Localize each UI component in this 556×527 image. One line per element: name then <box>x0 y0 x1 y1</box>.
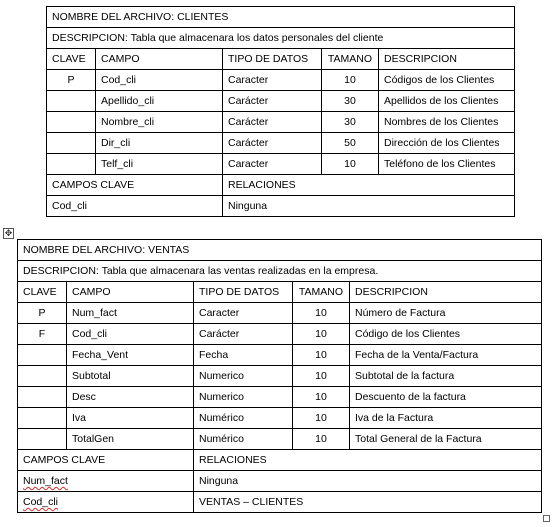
descripcion-cell: Teléfono de los Clientes <box>379 154 515 175</box>
tipo-cell: Carácter <box>223 91 322 112</box>
clave-cell <box>18 429 67 450</box>
clave-cell <box>47 154 96 175</box>
campo-cell: Fecha_Vent <box>67 345 194 366</box>
header-clave: CLAVE <box>47 49 96 70</box>
header-row <box>18 282 542 303</box>
header-descripcion: DESCRIPCION <box>350 282 542 303</box>
tipo-cell: Numérico <box>194 408 293 429</box>
campo-clave-cell <box>18 492 194 513</box>
clave-cell <box>47 91 96 112</box>
descripcion-cell: Código de los Clientes <box>350 324 542 345</box>
campo-clave-text: Num_fact <box>23 475 68 487</box>
tipo-cell: Caracter <box>223 70 322 91</box>
key-row <box>18 471 542 492</box>
campo-cell: Desc <box>67 387 194 408</box>
campo-cell: TotalGen <box>67 429 194 450</box>
tipo-cell: Caracter <box>223 154 322 175</box>
table-row <box>18 387 542 408</box>
table-row <box>18 366 542 387</box>
tamano-cell: 10 <box>293 303 350 324</box>
table-move-handle-icon[interactable]: ✥ <box>4 228 13 238</box>
tipo-cell: Fecha <box>194 345 293 366</box>
tamano-cell: 30 <box>322 91 379 112</box>
tipo-cell: Numérico <box>194 429 293 450</box>
table-row <box>47 70 515 91</box>
relacion-cell: VENTAS – CLIENTES <box>194 492 542 513</box>
header-descripcion: DESCRIPCION <box>379 49 515 70</box>
description-label: DESCRIPCION: <box>23 265 99 277</box>
tipo-cell: Numerico <box>194 387 293 408</box>
file-name-label: NOMBRE DEL ARCHIVO: <box>23 244 146 256</box>
description-label: DESCRIPCION: <box>52 32 128 44</box>
descripcion-cell: Apellidos de los Clientes <box>379 91 515 112</box>
table-row <box>47 133 515 154</box>
description-cell <box>18 261 542 282</box>
campo-cell: Num_fact <box>67 303 194 324</box>
campo-cell: Iva <box>67 408 194 429</box>
file-name-value: CLIENTES <box>177 11 229 23</box>
campo-clave-cell: Cod_cli <box>47 196 223 217</box>
tamano-cell: 10 <box>322 154 379 175</box>
campo-clave-cell <box>18 471 194 492</box>
descripcion-cell: Número de Factura <box>350 303 542 324</box>
tamano-cell: 10 <box>293 345 350 366</box>
relacion-cell: Ninguna <box>194 471 542 492</box>
relaciones-header: RELACIONES <box>223 175 515 196</box>
descripcion-cell: Dirección de los Clientes <box>379 133 515 154</box>
header-campo: CAMPO <box>67 282 194 303</box>
clave-cell: P <box>47 70 96 91</box>
campos-clave-header: CAMPOS CLAVE <box>18 450 194 471</box>
clave-cell <box>18 408 67 429</box>
clave-cell <box>18 366 67 387</box>
clave-cell <box>47 133 96 154</box>
campo-cell: Apellido_cli <box>96 91 223 112</box>
campo-cell: Subtotal <box>67 366 194 387</box>
table-resize-handle-icon[interactable] <box>543 515 550 522</box>
tamano-cell: 10 <box>293 408 350 429</box>
table-row <box>18 429 542 450</box>
header-tipo: TIPO DE DATOS <box>223 49 322 70</box>
clave-cell <box>18 345 67 366</box>
file-name-value: VENTAS <box>148 244 190 256</box>
descripcion-cell: Descuento de la factura <box>350 387 542 408</box>
file-name-row <box>47 7 515 28</box>
key-row <box>47 196 515 217</box>
tipo-cell: Caracter <box>194 303 293 324</box>
clave-cell: P <box>18 303 67 324</box>
descripcion-cell: Nombres de los Clientes <box>379 112 515 133</box>
header-campo: CAMPO <box>96 49 223 70</box>
file-name-cell <box>47 7 515 28</box>
header-row <box>47 49 515 70</box>
relaciones-header: RELACIONES <box>194 450 542 471</box>
ventas-table <box>17 239 542 513</box>
file-name-label: NOMBRE DEL ARCHIVO: <box>52 11 175 23</box>
descripcion-cell: Total General de la Factura <box>350 429 542 450</box>
tamano-cell: 10 <box>293 324 350 345</box>
tipo-cell: Carácter <box>223 112 322 133</box>
description-value: Tabla que almacenara los datos personales del cliente <box>130 32 384 44</box>
tamano-cell: 10 <box>293 387 350 408</box>
keys-header-row <box>47 175 515 196</box>
campo-cell: Telf_cli <box>96 154 223 175</box>
tipo-cell: Carácter <box>194 324 293 345</box>
tipo-cell: Numerico <box>194 366 293 387</box>
tipo-cell: Carácter <box>223 133 322 154</box>
campo-cell: Cod_cli <box>96 70 223 91</box>
clave-cell: F <box>18 324 67 345</box>
description-value: Tabla que almacenara las ventas realizadas en la empresa. <box>101 265 379 277</box>
descripcion-cell: Fecha de la Venta/Factura <box>350 345 542 366</box>
clave-cell <box>47 112 96 133</box>
descripcion-cell: Subtotal de la factura <box>350 366 542 387</box>
campo-clave-text: Cod_cli <box>23 496 59 508</box>
tamano-cell: 10 <box>322 70 379 91</box>
file-name-cell <box>18 240 542 261</box>
tamano-cell: 10 <box>293 429 350 450</box>
description-row <box>47 28 515 49</box>
table-row <box>18 345 542 366</box>
description-cell <box>47 28 515 49</box>
tamano-cell: 10 <box>293 366 350 387</box>
descripcion-cell: Códigos de los Clientes <box>379 70 515 91</box>
clave-cell <box>18 387 67 408</box>
campo-cell: Dir_cli <box>96 133 223 154</box>
table-row <box>47 154 515 175</box>
keys-header-row <box>18 450 542 471</box>
campo-cell: Nombre_cli <box>96 112 223 133</box>
campos-clave-header: CAMPOS CLAVE <box>47 175 223 196</box>
descripcion-cell: Iva de la Factura <box>350 408 542 429</box>
header-clave: CLAVE <box>18 282 67 303</box>
table-row <box>18 408 542 429</box>
file-name-row <box>18 240 542 261</box>
tamano-cell: 30 <box>322 112 379 133</box>
table-row <box>47 91 515 112</box>
table-row <box>18 324 542 345</box>
header-tamano: TAMANO <box>322 49 379 70</box>
key-row <box>18 492 542 513</box>
campo-cell: Cod_cli <box>67 324 194 345</box>
clientes-table <box>46 6 515 217</box>
table-row <box>47 112 515 133</box>
header-tipo: TIPO DE DATOS <box>194 282 293 303</box>
relacion-cell: Ninguna <box>223 196 515 217</box>
header-tamano: TAMANO <box>293 282 350 303</box>
description-row <box>18 261 542 282</box>
table-row <box>18 303 542 324</box>
tamano-cell: 50 <box>322 133 379 154</box>
